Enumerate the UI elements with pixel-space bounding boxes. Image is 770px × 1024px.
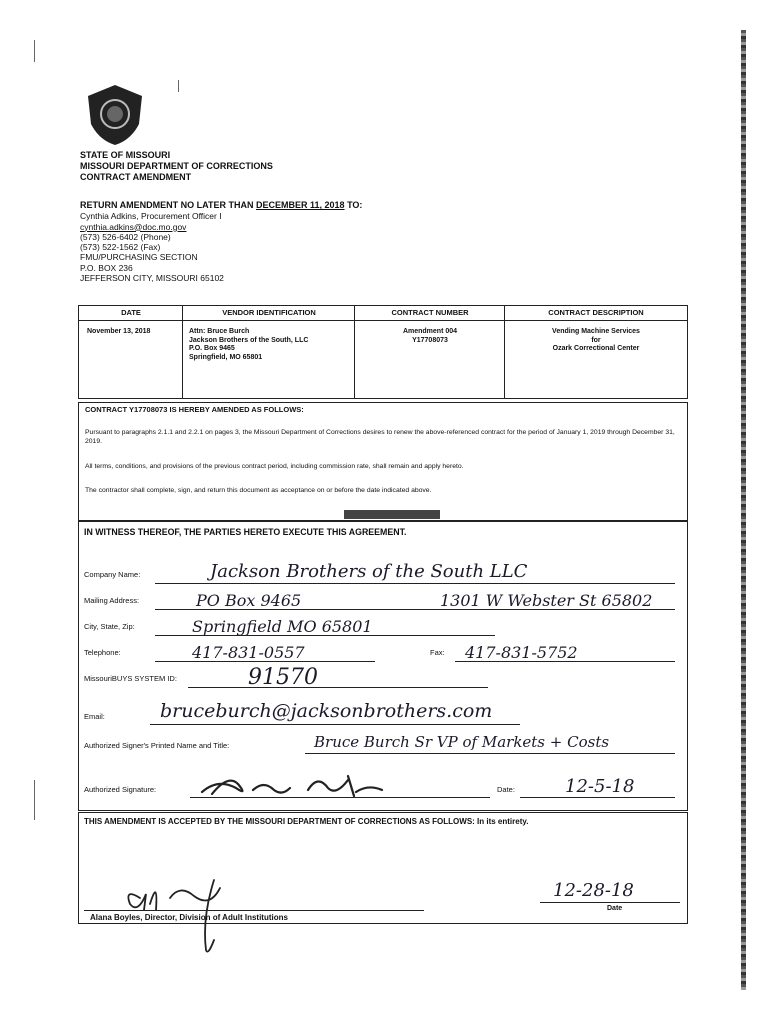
director-date-value[interactable]: 12-28-18 (553, 880, 634, 901)
signer-label: Authorized Signer's Printed Name and Title: (84, 741, 230, 750)
director-signature[interactable] (110, 858, 260, 958)
buys-id-label: MissouriBUYS SYSTEM ID: (84, 674, 177, 683)
phone-value[interactable]: 417-831-0557 (192, 643, 305, 662)
header-department: MISSOURI DEPARTMENT OF CORRECTIONS (80, 161, 273, 171)
vendor-date-label: Date: (497, 785, 515, 794)
mailing-label: Mailing Address: (84, 596, 140, 605)
city-line: JEFFERSON CITY, MISSOURI 65102 (80, 273, 224, 284)
section-name: FMU/PURCHASING SECTION (80, 252, 198, 263)
fax-value[interactable]: 417-831-5752 (465, 643, 578, 662)
return-address-block (80, 200, 362, 283)
amendment-box (78, 402, 688, 522)
state-seal-logo (86, 84, 144, 146)
header-date: DATE (121, 308, 141, 317)
signature-label: Authorized Signature: (84, 785, 157, 794)
amendment-paragraph-3: The contractor shall complete, sign, and return this document as acceptance on or before the date indicated above. (85, 487, 432, 494)
officer-email-link[interactable]: cynthia.adkins@doc.mo.gov (80, 221, 187, 232)
return-deadline: RETURN AMENDMENT NO LATER THAN DECEMBER 11, 2018 TO: (80, 200, 363, 210)
witness-heading: IN WITNESS THEREOF, THE PARTIES HERETO EXECUTE THIS AGREEMENT. (84, 527, 407, 537)
redaction-bar (344, 510, 440, 519)
director-date-label: Date (607, 905, 623, 912)
mailing-value-2[interactable]: 1301 W Webster St 65802 (440, 591, 653, 610)
acceptance-text: THIS AMENDMENT IS ACCEPTED BY THE MISSOURI DEPARTMENT OF CORRECTIONS AS FOLLOWS: In its entirety. (84, 817, 529, 826)
director-name: Alana Boyles, Director, Division of Adult Institutions (90, 913, 288, 922)
header-doc-type: CONTRACT AMENDMENT (80, 172, 192, 182)
company-label: Company Name: (84, 570, 141, 579)
scan-edge (741, 30, 746, 990)
amendment-title: CONTRACT Y17708073 IS HEREBY AMENDED AS FOLLOWS: (85, 405, 304, 414)
officer-name: Cynthia Adkins, Procurement Officer I (80, 211, 222, 222)
city-value[interactable]: Springfield MO 65801 (192, 617, 373, 636)
header-contract-number: CONTRACT NUMBER (391, 308, 469, 317)
email-label: Email: (84, 712, 105, 721)
table-vendor: Attn: Bruce Burch Jackson Brothers of the South, LLC P.O. Box 9465 Springfield, MO 65801 (189, 328, 309, 361)
contract-table (78, 305, 688, 399)
header-description: CONTRACT DESCRIPTION (548, 308, 644, 317)
header-vendor: VENDOR IDENTIFICATION (222, 308, 316, 317)
po-box: P.O. BOX 236 (80, 262, 133, 273)
amendment-paragraph-2: All terms, conditions, and provisions of the previous contract period, including commission rate, shall remain and apply hereto. (85, 463, 464, 470)
vendor-date-value[interactable]: 12-5-18 (565, 776, 635, 797)
table-date: November 13, 2018 (87, 328, 151, 335)
mailing-value-1[interactable]: PO Box 9465 (196, 591, 302, 610)
header-state: STATE OF MISSOURI (80, 150, 171, 160)
table-contract-number: Amendment 004 Y17708073 (402, 328, 458, 344)
fax-label: Fax: (430, 648, 445, 657)
phone-label: Telephone: (84, 648, 121, 657)
signer-value[interactable]: Bruce Burch Sr VP of Markets + Costs (314, 733, 610, 751)
city-label: City, State, Zip: (84, 622, 135, 631)
deadline-date: DECEMBER 11, 2018 (256, 200, 345, 210)
table-description: Vending Machine Services for Ozark Correctional Center (552, 328, 640, 352)
officer-fax: (573) 522-1562 (Fax) (80, 242, 161, 253)
officer-phone: (573) 526-6402 (Phone) (80, 231, 171, 242)
email-value[interactable]: bruceburch@jacksonbrothers.com (160, 700, 493, 722)
buys-id-value[interactable]: 91570 (248, 665, 318, 690)
company-value[interactable]: Jackson Brothers of the South LLC (210, 561, 528, 582)
vendor-signature[interactable] (198, 770, 388, 800)
amendment-paragraph-1: Pursuant to paragraphs 2.1.1 and 2.2.1 on pages 3, the Missouri Department of Corrections desires to renew the above-referenced contract for the period of January 1, 2019 through December 31, 2019. (85, 429, 675, 445)
